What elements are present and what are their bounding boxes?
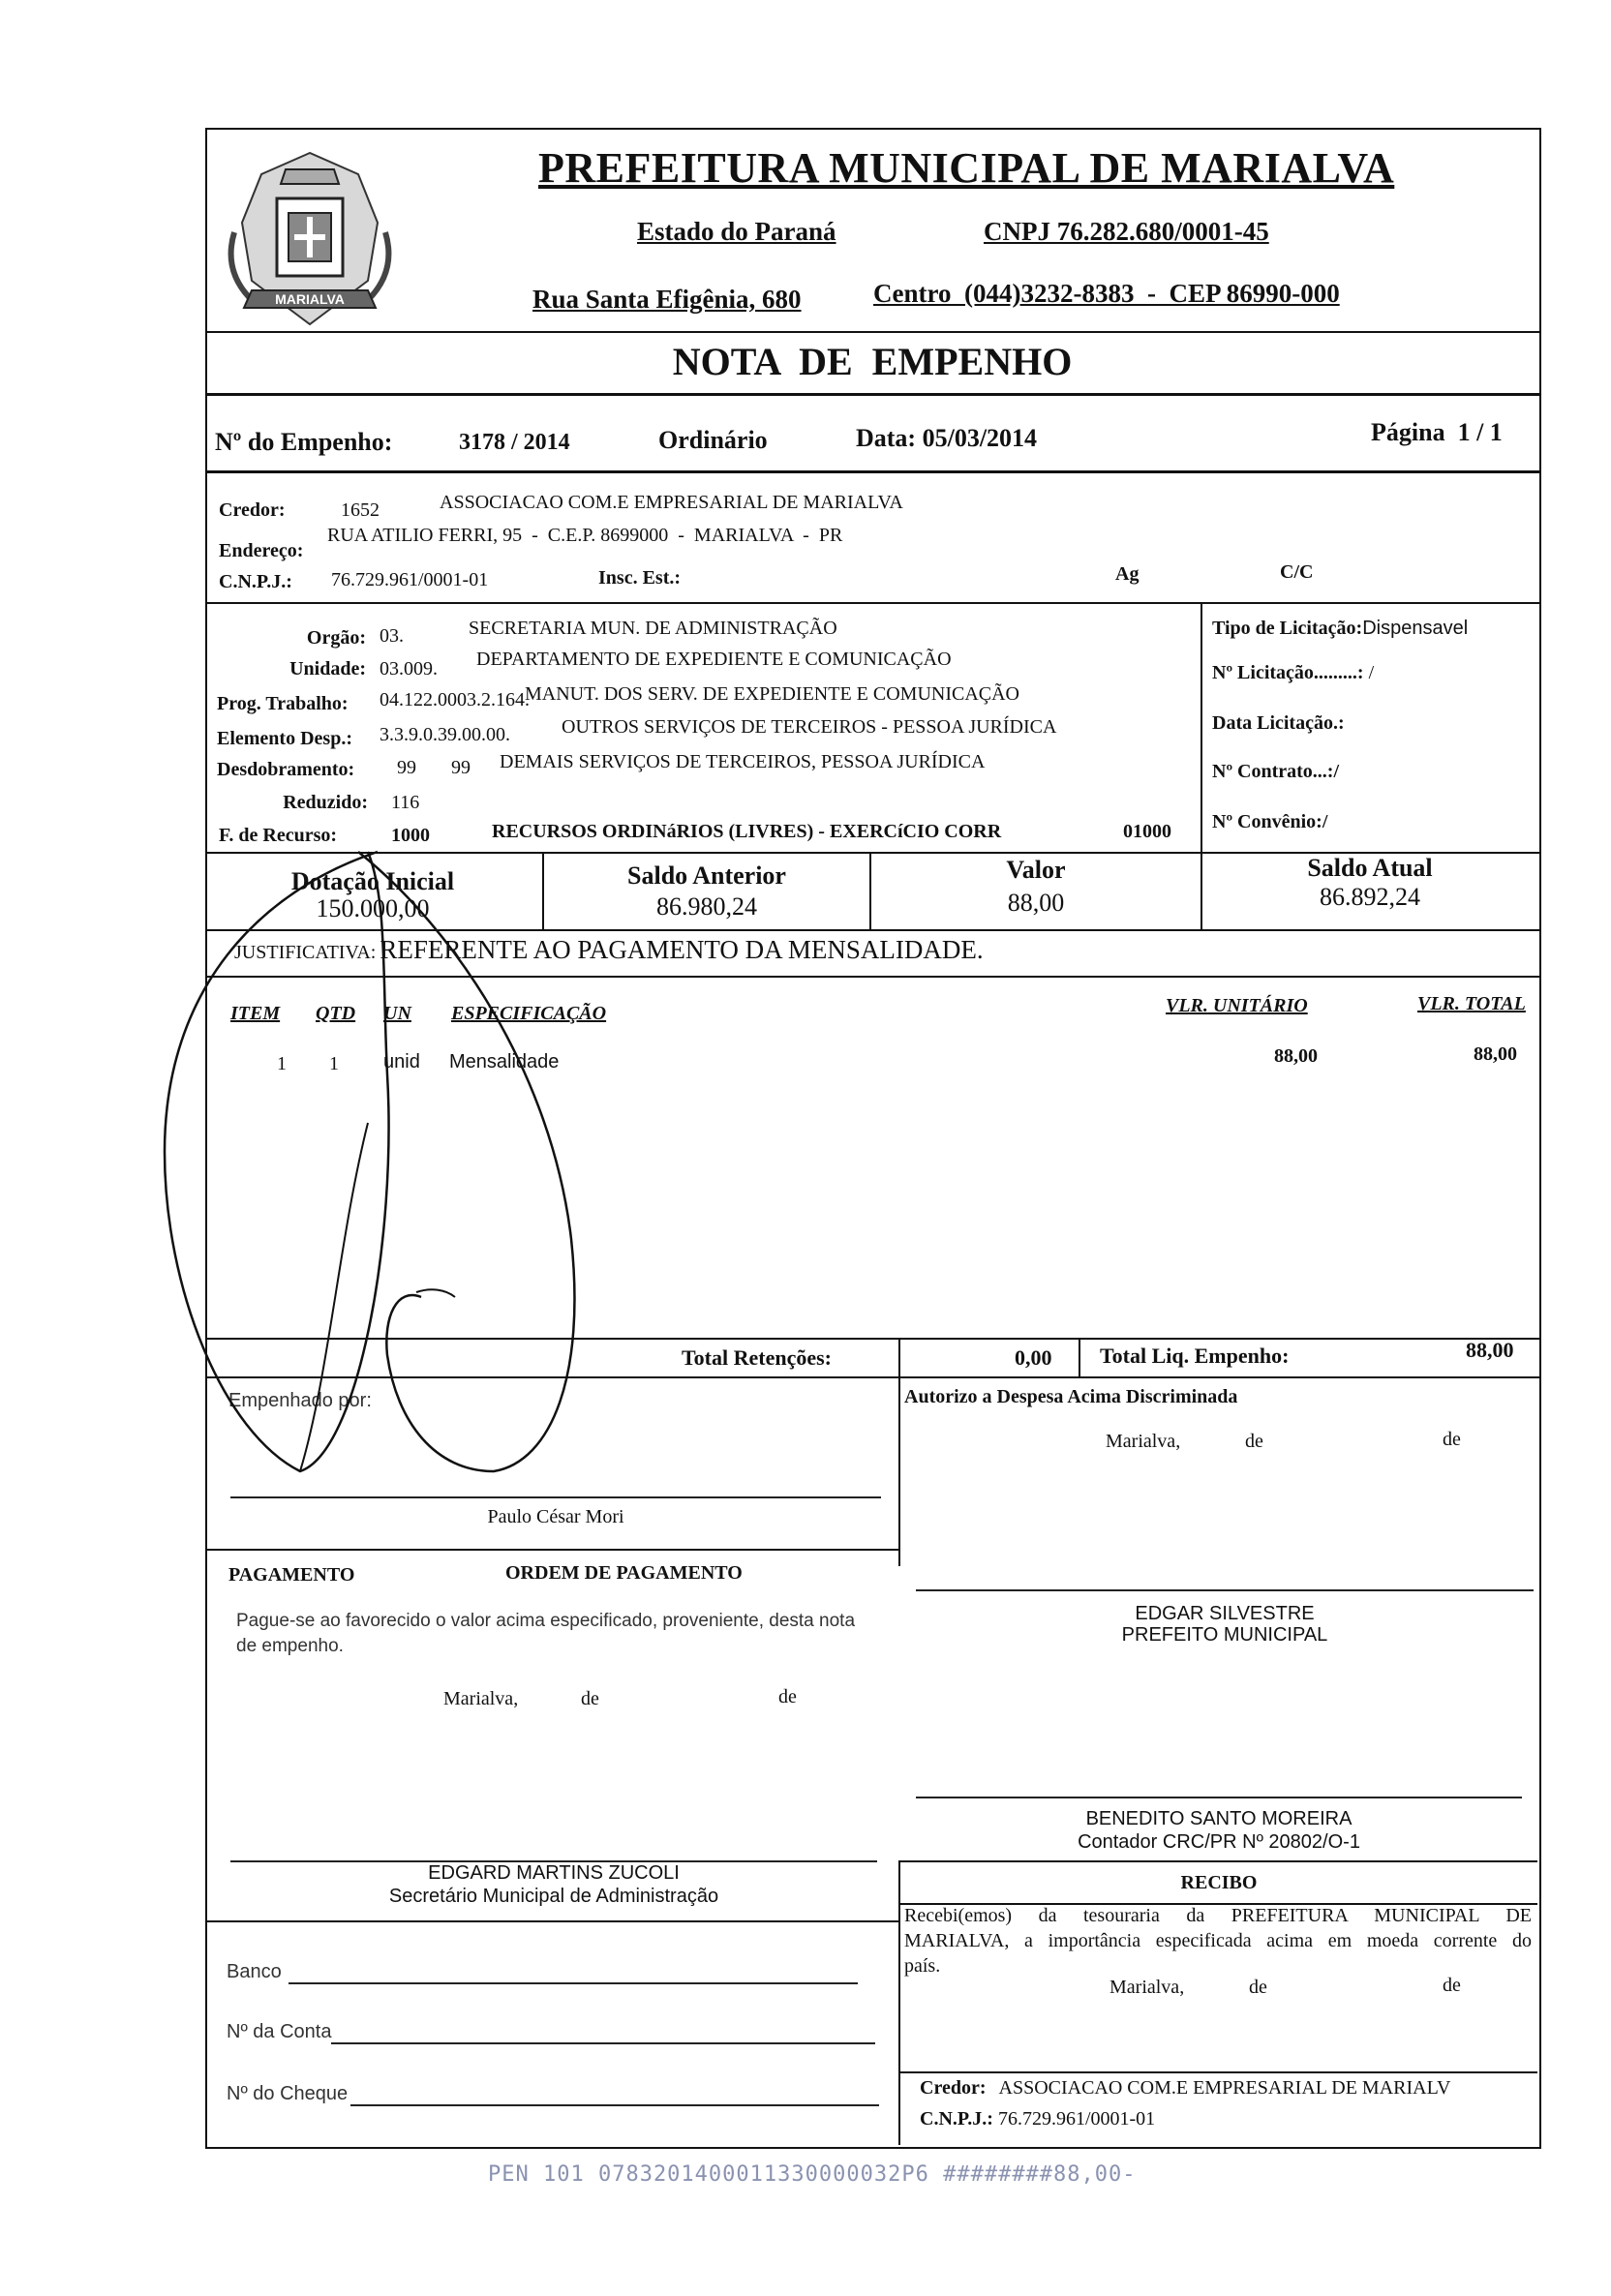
- mid-vertical-upper: [898, 1376, 900, 1566]
- credor-code: 1652: [341, 499, 380, 521]
- prog-label: Prog. Trabalho:: [217, 693, 349, 714]
- footer-credor: [920, 2077, 1450, 2100]
- item-row-qtd: 1: [329, 1053, 339, 1074]
- autorizo-de2: de: [1443, 1429, 1461, 1450]
- pagamento-de2: de: [778, 1686, 797, 1707]
- tipo-licitacao-value: Dispensavel: [1362, 618, 1469, 639]
- credor-name: ASSOCIACAO COM.E EMPRESARIAL DE MARIALVA: [440, 492, 903, 513]
- credor-cnpj-label: C.N.P.J.:: [219, 571, 292, 592]
- totals-sep-2: [1079, 1338, 1080, 1376]
- col-qtd: QTD: [316, 1003, 356, 1024]
- saldo-anterior-label: Saldo Anterior: [627, 861, 786, 890]
- col-un: UN: [383, 1003, 411, 1024]
- recurso-code: 1000: [391, 825, 430, 846]
- justificativa-label: JUSTIFICATIVA:: [234, 942, 377, 963]
- saldo-atual-label: Saldo Atual: [1307, 854, 1433, 882]
- credor-label: Credor:: [219, 499, 286, 521]
- recurso-label: F. de Recurso:: [219, 825, 338, 846]
- bank-top-line: [205, 1920, 898, 1922]
- convenio-label: Nº Convênio:/: [1212, 811, 1328, 832]
- header-cnpj: CNPJ 76.282.680/0001-45: [984, 217, 1269, 246]
- unidade-desc: DEPARTAMENTO DE EXPEDIENTE E COMUNICAÇÃO: [476, 649, 952, 670]
- item-row-item: 1: [277, 1053, 287, 1074]
- item-row-un: unid: [383, 1051, 420, 1072]
- liq-label: Total Liq. Empenho:: [1100, 1344, 1290, 1368]
- num-licitacao: [1212, 662, 1374, 684]
- prefeito-name: EDGAR SILVESTRE: [1135, 1603, 1315, 1624]
- desd-label: Desdobramento:: [217, 759, 355, 780]
- liq-value: 88,00: [1466, 1338, 1514, 1362]
- recibo-text-1: Recebi(emos) da tesouraria da PREFEITURA MUNICIPAL DE: [904, 1905, 1532, 1926]
- tipo-licitacao-label: [1212, 618, 1468, 640]
- empenho-divider: [205, 470, 1539, 473]
- secretario-title: Secretário Municipal de Administração: [388, 1886, 719, 1907]
- empenho-type: Ordinário: [658, 426, 768, 454]
- num-licitacao-label: Nº Licitação.........:: [1212, 662, 1364, 683]
- orgao-desc: SECRETARIA MUN. DE ADMINISTRAÇÃO: [469, 618, 837, 639]
- tipo-licitacao-caption: Tipo de Licitação:: [1212, 618, 1363, 639]
- licitacao-divider: [1201, 602, 1202, 852]
- pagamento-top-line: [205, 1549, 898, 1551]
- col-item: ITEM: [230, 1003, 281, 1024]
- svg-text:MARIALVA: MARIALVA: [275, 291, 345, 307]
- credor-cnpj: 76.729.961/0001-01: [331, 569, 489, 590]
- justificativa-text: REFERENTE AO PAGAMENTO DA MENSALIDADE.: [380, 935, 984, 964]
- cheque-label: Nº do Cheque: [227, 2083, 349, 2104]
- header-title: PREFEITURA MUNICIPAL DE MARIALVA: [538, 144, 1395, 192]
- recibo-text-2: MARIALVA, a importância especificada acima em moeda corrente do: [904, 1930, 1532, 1951]
- unidade-code: 03.009.: [380, 658, 438, 680]
- footer-credor-name: ASSOCIACAO COM.E EMPRESARIAL DE MARIALV: [998, 2077, 1451, 2099]
- valor-label: Valor: [1006, 856, 1066, 884]
- cheque-line: [350, 2104, 879, 2106]
- item-row-espec: Mensalidade: [449, 1051, 560, 1072]
- orgao-label: Orgão:: [306, 627, 366, 649]
- col-vlr-total: VLR. TOTAL: [1417, 993, 1526, 1014]
- empenho-number: 3178 / 2014: [459, 430, 570, 455]
- elem-label: Elemento Desp.:: [217, 728, 352, 749]
- ag-label: Ag: [1115, 563, 1140, 585]
- empenhado-signer: Paulo César Mori: [487, 1506, 624, 1527]
- desd-code: 99: [397, 757, 416, 778]
- insc-est-label: Insc. Est.:: [598, 567, 682, 589]
- data-licitacao-label: Data Licitação.:: [1212, 712, 1345, 734]
- contrato-label: Nº Contrato...:/: [1212, 761, 1340, 782]
- footer-credor-label: Credor:: [920, 2077, 987, 2099]
- empenho-date: Data: 05/03/2014: [856, 424, 1038, 452]
- contador-name: BENEDITO SANTO MOREIRA: [1085, 1808, 1353, 1829]
- unidade-label: Unidade:: [289, 658, 366, 680]
- header-state: Estado do Paraná: [637, 217, 836, 246]
- autorizo-de1: de: [1245, 1431, 1263, 1452]
- handwritten-signature: [145, 832, 649, 1491]
- conta-line: [331, 2042, 875, 2044]
- recibo-text-3: país.: [904, 1955, 941, 1977]
- contador-title: Contador CRC/PR Nº 20802/O-1: [1078, 1831, 1360, 1853]
- item-row-vlr-unit: 88,00: [1274, 1045, 1318, 1067]
- recibo-label: RECIBO: [1180, 1872, 1258, 1893]
- conta-label: Nº da Conta: [227, 2021, 332, 2042]
- municipal-crest-icon: [213, 145, 407, 339]
- endereco-label: Endereço:: [219, 540, 304, 561]
- prog-code: 04.122.0003.2.164.: [380, 689, 530, 710]
- item-row-vlr-total: 88,00: [1474, 1043, 1517, 1065]
- retencoes-label: Total Retenções:: [682, 1345, 832, 1370]
- num-licitacao-value: /: [1368, 662, 1375, 683]
- cc-label: C/C: [1280, 561, 1314, 583]
- recurso-desc: RECURSOS ORDINáRIOS (LIVRES) - EXERCíCIO CORR: [492, 821, 1002, 842]
- credor-divider: [205, 602, 1539, 604]
- valor-value: 88,00: [1007, 889, 1065, 917]
- footer-cnpj-label: C.N.P.J.:: [920, 2108, 993, 2130]
- saldo-atual-value: 86.892,24: [1320, 883, 1420, 911]
- empenhado-label: Empenhado por:: [228, 1390, 372, 1411]
- banco-line: [289, 1982, 858, 1984]
- secretario-name: EDGARD MARTINS ZUCOLI: [428, 1862, 680, 1884]
- desd-desc: DEMAIS SERVIÇOS DE TERCEIROS, PESSOA JURÍDICA: [500, 751, 986, 772]
- pagamento-text: Pague-se ao favorecido o valor acima especificado, proveniente, desta nota de empenho.: [236, 1611, 856, 1656]
- autorizo-label: Autorizo a Despesa Acima Discriminada: [904, 1386, 1238, 1407]
- prefeito-title: PREFEITO MUNICIPAL: [1121, 1624, 1328, 1646]
- col-espec: ESPECIFICAÇÃO: [451, 1003, 607, 1024]
- footer-cnpj-value: 76.729.961/0001-01: [997, 2108, 1156, 2130]
- endereco-value: RUA ATILIO FERRI, 95 - C.E.P. 8699000 - MARIALVA - PR: [327, 525, 843, 546]
- recibo-de1: de: [1249, 1977, 1267, 1998]
- retencoes-value: 0,00: [1015, 1345, 1052, 1370]
- reduzido-label: Reduzido:: [283, 792, 368, 813]
- header-contact: Centro (044)3232-8383 - CEP 86990-000: [873, 279, 1340, 308]
- pagamento-de1: de: [581, 1688, 599, 1709]
- empenhado-signature-line: [230, 1496, 881, 1498]
- col-vlr-unit: VLR. UNITÁRIO: [1166, 995, 1308, 1016]
- page-number: Página 1 / 1: [1371, 418, 1503, 446]
- title-divider: [205, 393, 1539, 396]
- pagamento-label: PAGAMENTO: [228, 1564, 355, 1586]
- saldo-anterior-value: 86.980,24: [656, 892, 757, 921]
- credor-footer-line: [898, 2071, 1537, 2073]
- recibo-top-line: [898, 1860, 1537, 1862]
- recibo-de2: de: [1443, 1975, 1461, 1996]
- contador-signature-line: [916, 1797, 1522, 1798]
- empenho-label: Nº do Empenho:: [215, 428, 393, 456]
- totals-sep-1: [898, 1338, 900, 1376]
- elem-desc: OUTROS SERVIÇOS DE TERCEIROS - PESSOA JURÍDICA: [562, 716, 1057, 738]
- ordem-label: ORDEM DE PAGAMENTO: [505, 1562, 743, 1584]
- autorizo-city: Marialva,: [1106, 1431, 1181, 1452]
- footer-cnpj: [920, 2108, 1155, 2130]
- machine-print-code: PEN 101 0783201400011330000032P6 ########88,00-: [488, 2162, 1137, 2187]
- banco-label: Banco: [227, 1961, 282, 1982]
- header-address: Rua Santa Efigênia, 680: [532, 285, 802, 314]
- prefeito-signature-line: [916, 1589, 1534, 1591]
- recurso-code2: 01000: [1123, 821, 1171, 842]
- reduzido-code: 116: [391, 792, 420, 813]
- orgao-code: 03.: [380, 625, 404, 647]
- prog-desc: MANUT. DOS SERV. DE EXPEDIENTE E COMUNICAÇÃO: [525, 683, 1019, 705]
- pagamento-city: Marialva,: [443, 1688, 519, 1709]
- doc-title: NOTA DE EMPENHO: [672, 340, 1073, 383]
- elem-code: 3.3.9.0.39.00.00.: [380, 724, 510, 745]
- dotacao-inicial-value: 150.000,00: [316, 894, 430, 922]
- header-divider: [205, 331, 1539, 333]
- recibo-city: Marialva,: [1109, 1977, 1185, 1998]
- dotacao-inicial-label: Dotação Inicial: [290, 867, 455, 895]
- desd-code2: 99: [451, 757, 471, 778]
